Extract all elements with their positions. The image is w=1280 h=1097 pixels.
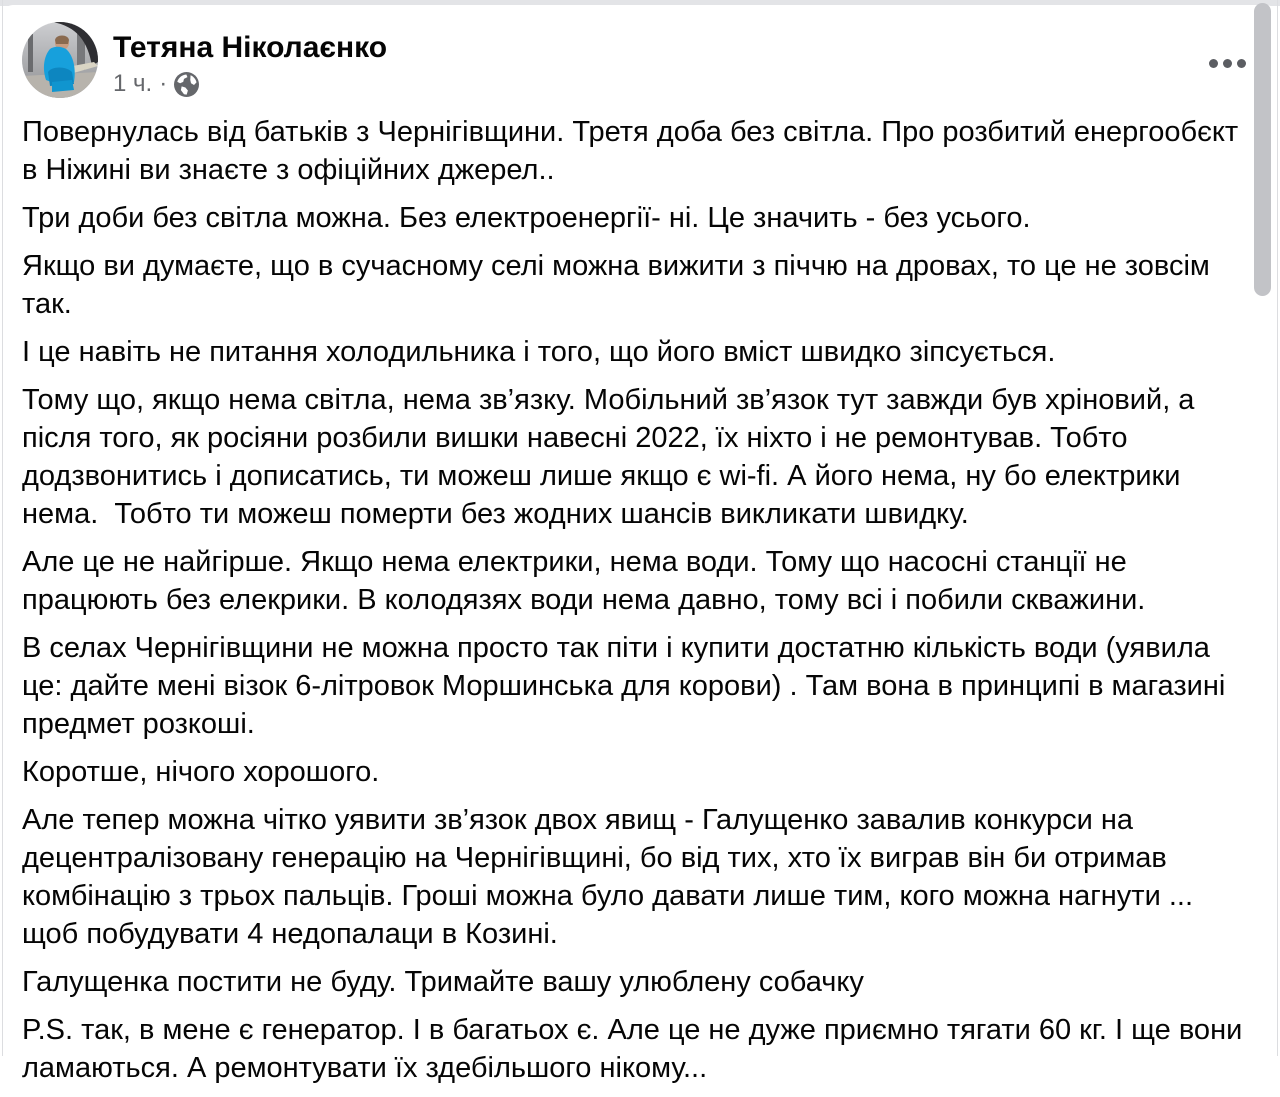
- post-paragraph: Повернулась від батьків з Чернігівщини. Третя доба без світла. Про розбитий енергообєкт в Ніжині ви знаєте з офіційних джерел..: [22, 116, 1247, 186]
- author-name[interactable]: Тетяна Ніколаєнко: [113, 31, 388, 64]
- scrollbar-thumb[interactable]: [1254, 3, 1271, 296]
- post-paragraph: І це навіть не питання холодильника і того, що його вміст швидко зіпсується.: [22, 336, 1056, 368]
- post-paragraph: P.S. так, в мене є генератор. І в багатьох є. Але це не дуже приємно тягати 60 кг. І ще вони ламаються. А ремонтувати їх здебільшого нікому...: [22, 1014, 1251, 1084]
- post-paragraph: Тому що, якщо нема світла, нема зв’язку. Мобільний зв’язок тут завжди був хріновий, а після того, як росіяни розбили вишки навесні 2022, їх ніхто і не ремонтував. Тобто додзвонитись і дописатись, ти можеш лише якщо є wi-fi. А його нема, ну бо електрики нема. Тобто ти можеш померти без жодних шансів викликати швидку.: [22, 384, 1203, 530]
- three-dots-icon: [1209, 59, 1218, 68]
- more-options-button[interactable]: [1195, 45, 1259, 81]
- post-paragraph: В селах Чернігівщини не можна просто так піти і купити достатню кількість води (уявила це: дайте мені візок 6-літровок Моршинська для корови) . Там вона в принципі в магазині предмет розкоші.: [22, 632, 1234, 740]
- meta-separator: ·: [159, 70, 168, 97]
- post-paragraph: Але це не найгірше. Якщо нема електрики, нема води. Тому що насосні станції не працюють без елекрики. В колодязях води нема давно, тому всі і побили скважини.: [22, 546, 1146, 616]
- avatar-photo-illustration: [22, 22, 98, 98]
- timestamp[interactable]: 1 ч.: [113, 70, 153, 97]
- post-paragraph: Якщо ви думаєте, що в сучасному селі можна вижити з піччю на дровах, то це не зовсім так.: [22, 250, 1218, 320]
- post-paragraph: Але тепер можна чітко уявити зв’язок двох явищ - Галущенко завалив конкурси на децентралізовану генерацію на Чернігівщині, бо від тих, хто їх виграв він би отримав комбінацію з трьох пальців. Гроші можна було давати лише тим, кого можна нагнути ... щоб побудувати 4 недопалаци в Козині.: [22, 804, 1202, 950]
- post-text: [22, 113, 1252, 1097]
- post-meta-row: [113, 69, 199, 99]
- post-card: [3, 5, 1276, 1084]
- post-paragraph: Три доби без світла можна. Без електроенергії- ні. Це значить - без усього.: [22, 202, 1031, 234]
- globe-audience-icon: [174, 72, 199, 97]
- author-avatar[interactable]: [22, 22, 98, 98]
- post-paragraph: Коротше, нічого хорошого.: [22, 756, 380, 788]
- right-edge-divider: [1277, 0, 1278, 1056]
- post-paragraph: Галущенка постити не буду. Тримайте вашу улюблену собачку: [22, 966, 864, 998]
